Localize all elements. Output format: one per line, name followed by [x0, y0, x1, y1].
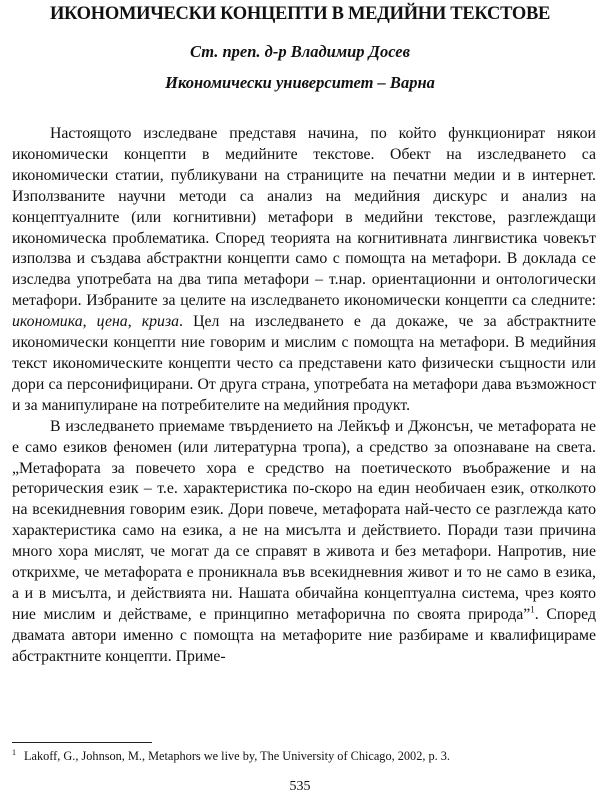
- footnote: [12, 748, 600, 764]
- article-body: [12, 124, 596, 668]
- term-price: цена: [96, 313, 128, 331]
- paragraph-1: [12, 124, 596, 417]
- page-number: 535: [289, 779, 311, 794]
- footnote-number: 1: [12, 747, 16, 757]
- paragraph-1-text-a: Настоящото изследване представя начина, по който функционират някои икономически концепти в медийните текстове. Обект на изследването са икономически статии, публикувани на страниците на печатни медии и в интернет. Използваните научни методи са анализ на медийния дискурс и анализ на концептуалните (или когнитивни) метафори в медийни текстове, разглеждащи икономическа проблематика. Според теорията на когнитивната лингвистика човекът използва и създава абстрактни концепти само с помощта на метафори. В доклада се изследва употребата на два типа метафори – т.нар. ориентационни и онтологически метафори. Избраните за целите на изследването икономически концепти са следните:: [12, 125, 596, 310]
- paragraph-1-text-b: . Цел на изследването е да докаже, че за абстрактните икономически концепти ние говорим и мислим с помощта на метафори. В медийния текст икономическите концепти често са представени като физически същности или дори са персонифицирани. От друга страна, употребата на метафори дава възможност и за манипулиране на потребителите на медийния продукт.: [12, 313, 596, 414]
- paragraph-2: [12, 417, 596, 668]
- term-economy: икономика: [12, 313, 83, 331]
- paragraph-2-text-a: В изследването приемаме твърдението на Лейкъф и Джонсън, че метафората не е само езиков феномен (или литературна тропа), а средство за опознаване на света. „Метафората за повечето хора е средство на поетическото въображение и на реторическия език – т.е. характеристика по-скоро на един необичаен език, отколкото на всекидневния говорим език. Дори повече, метафората най-често се разглежда като характеристика само на езика, а не на мисълта и действието. Поради тази причина много хора мислят, че могат да се справят в живота и без метафори. Напротив, ние открихме, че метафората е проникнала във всекидневния живот и то не само в езика, а и в мисълта, и действията ни. Нашата обичайна концептуална система, чрез която ние мислим и действаме, е принципно метафорична по своята природа”: [12, 417, 596, 623]
- author-name: Ст. преп. д-р Владимир Досев: [189, 42, 411, 61]
- term-separator: ,: [127, 313, 142, 331]
- term-separator: ,: [82, 313, 97, 331]
- author-affiliation: Икономически университет – Варна: [165, 73, 435, 92]
- footnote-reference[interactable]: 1: [530, 604, 535, 615]
- document-title: ИКОНОМИЧЕСКИ КОНЦЕПТИ В МЕДИЙНИ ТЕКСТОВЕ: [49, 4, 551, 24]
- footnote-divider: [12, 742, 152, 743]
- term-crisis: криза: [141, 313, 180, 331]
- paragraph-2-text-b: . Според двамата автори именно с помощта на метафорите ние разбираме и квалифицираме абстрактните концепти. Приме-: [12, 605, 596, 665]
- footnote-text: Lakoff, G., Johnson, M., Metaphors we live by, The University of Chicago, 2002, p. 3.: [24, 749, 451, 763]
